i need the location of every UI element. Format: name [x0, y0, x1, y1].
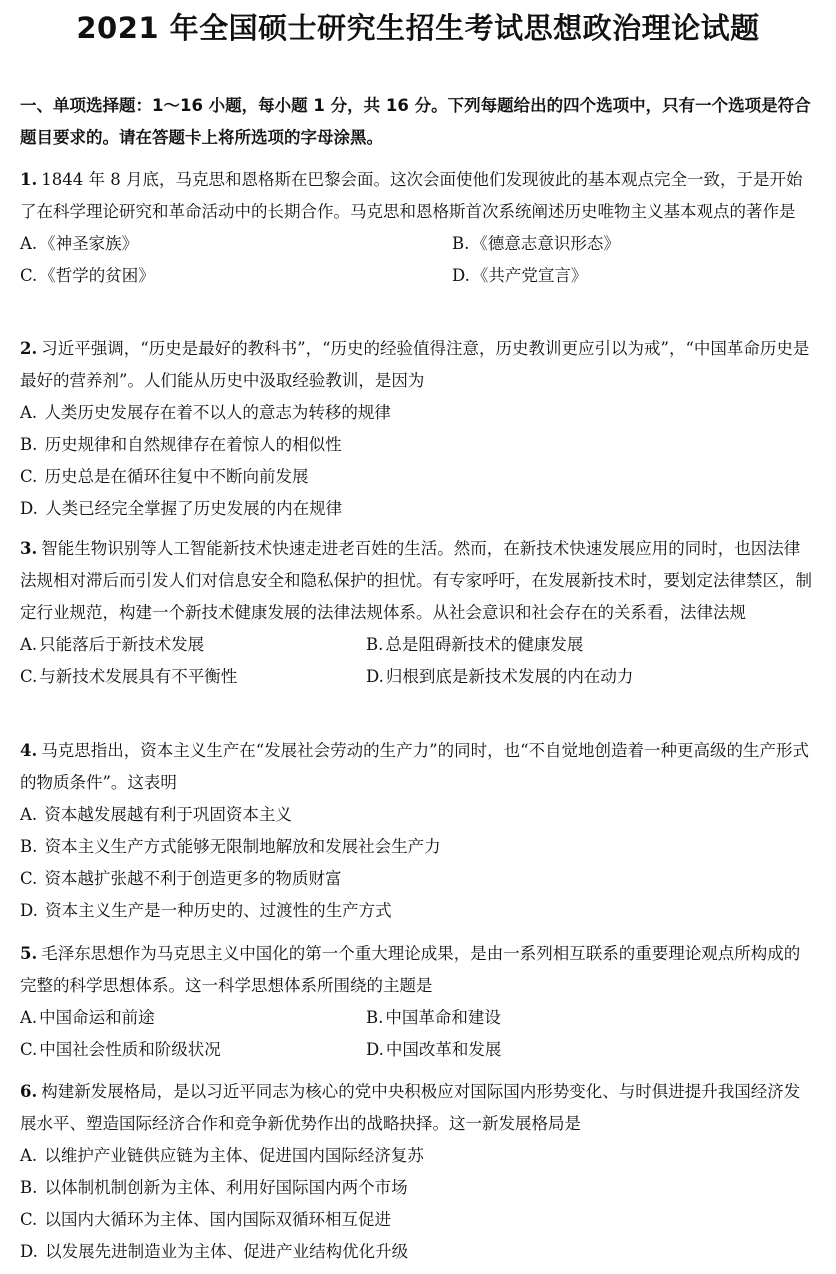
option-b: [20, 429, 816, 461]
question-stem: [20, 164, 816, 228]
option-label: C.: [20, 1210, 38, 1229]
question-stem: [20, 333, 816, 397]
option-d: [20, 493, 816, 525]
option-text: 资本越发展越有利于巩固资本主义: [44, 805, 292, 824]
question-text: 1844 年 8 月底，马克思和恩格斯在巴黎会面。这次会面使他们发现彼此的基本观点完全一致，于是开始了在科学理论研究和革命活动中的长期合作。马克思和恩格斯首次系统阐述历史唯物主义基本观点的著作是: [20, 170, 803, 221]
option-d: [20, 1236, 816, 1268]
option-label: A.: [20, 635, 38, 654]
option-label: D.: [452, 266, 470, 285]
option-label: D.: [20, 499, 38, 518]
question-1: [20, 164, 816, 292]
option-text: 以体制机制创新为主体、利用好国际国内两个市场: [44, 1178, 408, 1197]
option-text: 以维护产业链供应链为主体、促进国内国际经济复苏: [44, 1146, 424, 1165]
option-c: [20, 863, 816, 895]
question-5: [20, 938, 816, 1066]
option-b: [366, 629, 583, 661]
option-label: A.: [20, 403, 38, 422]
options-grid: [20, 629, 816, 693]
question-stem: [20, 533, 816, 629]
option-label: B.: [20, 435, 38, 454]
option-text: 《共产党宣言》: [471, 266, 588, 285]
option-a: [20, 799, 816, 831]
question-number: 3.: [20, 539, 38, 558]
option-b: [20, 1172, 816, 1204]
option-c: [20, 1204, 816, 1236]
options-grid: [20, 1002, 816, 1066]
option-label: B.: [452, 234, 470, 253]
option-b: [452, 228, 620, 260]
option-text: 以发展先进制造业为主体、促进产业结构优化升级: [45, 1242, 409, 1261]
question-text: 构建新发展格局，是以习近平同志为核心的党中央积极应对国际国内形势变化、与时俱进提升我国经济发展水平、塑造国际经济合作和竞争新优势作出的战略抉择。这一新发展格局是: [20, 1082, 801, 1133]
option-label: C.: [20, 667, 38, 686]
option-text: 中国命运和前途: [39, 1008, 155, 1027]
option-text: 总是阻碍新技术的健康发展: [385, 635, 584, 654]
option-label: D.: [366, 1040, 384, 1059]
option-text: 归根到底是新技术发展的内在动力: [385, 667, 634, 686]
option-text: 《德意志意识形态》: [471, 234, 620, 253]
option-label: B.: [20, 837, 38, 856]
question-number: 5.: [20, 944, 38, 963]
option-d: [366, 1034, 501, 1066]
question-number: 2.: [20, 339, 38, 358]
option-label: D.: [20, 1242, 38, 1261]
option-text: 资本主义生产是一种历史的、过渡性的生产方式: [45, 901, 392, 920]
option-a: [20, 1140, 816, 1172]
option-label: C.: [20, 266, 38, 285]
option-label: C.: [20, 1040, 38, 1059]
question-stem: [20, 938, 816, 1002]
option-text: 历史总是在循环往复中不断向前发展: [44, 467, 309, 486]
option-a: [20, 397, 816, 429]
option-b: [366, 1002, 501, 1034]
option-text: 资本越扩张越不利于创造更多的物质财富: [44, 869, 342, 888]
option-text: 与新技术发展具有不平衡性: [39, 667, 238, 686]
question-6: [20, 1076, 816, 1268]
option-text: 资本主义生产方式能够无限制地解放和发展社会生产力: [44, 837, 441, 856]
option-text: 《神圣家族》: [39, 234, 139, 253]
question-number: 6.: [20, 1082, 38, 1101]
option-text: 《哲学的贫困》: [39, 266, 155, 285]
option-label: B.: [366, 1008, 384, 1027]
question-3: [20, 533, 816, 693]
question-text: 习近平强调，“历史是最好的教科书”，“历史的经验值得注意，历史教训更应引以为戒”，“中国革命历史是最好的营养剂”。人们能从历史中汲取经验教训，是因为: [20, 339, 810, 390]
exam-title: 2021 年全国硕士研究生招生考试思想政治理论试题: [76, 11, 760, 45]
option-c: [20, 260, 452, 292]
section-heading: 一、单项选择题：1～16 小题，每小题 1 分，共 16 分。下列每题给出的四个选项中，只有一个选项是符合题目要求的。请在答题卡上将所选项的字母涂黑。: [20, 96, 811, 147]
option-text: 人类历史发展存在着不以人的意志为转移的规律: [44, 403, 391, 422]
option-b: [20, 831, 816, 863]
option-text: 中国改革和发展: [385, 1040, 502, 1059]
question-2: [20, 333, 816, 525]
option-label: C.: [20, 467, 38, 486]
option-d: [20, 895, 816, 927]
option-label: A.: [20, 805, 38, 824]
option-c: [20, 461, 816, 493]
option-text: 人类已经完全掌握了历史发展的内在规律: [45, 499, 343, 518]
question-number: 1.: [20, 170, 38, 189]
option-label: A.: [20, 1146, 38, 1165]
option-a: [20, 1002, 366, 1034]
question-number: 4.: [20, 741, 38, 760]
option-c: [20, 1034, 366, 1066]
option-label: A.: [20, 1008, 38, 1027]
option-label: A.: [20, 234, 38, 253]
option-label: B.: [20, 1178, 38, 1197]
option-label: D.: [366, 667, 384, 686]
option-text: 历史规律和自然规律存在着惊人的相似性: [44, 435, 342, 454]
question-stem: [20, 735, 816, 799]
question-text: 马克思指出，资本主义生产在“发展社会劳动的生产力”的同时，也“不自觉地创造着一种更高级的生产形式的物质条件”。这表明: [20, 741, 810, 792]
option-d: [366, 661, 633, 693]
option-c: [20, 661, 366, 693]
question-text: 智能生物识别等人工智能新技术快速走进老百姓的生活。然而，在新技术快速发展应用的同时，也因法律法规相对滞后而引发人们对信息安全和隐私保护的担忧。有专家呼吁，在发展新技术时，要划定法律禁区，制定行业规范，构建一个新技术健康发展的法律法规体系。从社会意识和社会存在的关系看，法律法规: [20, 539, 812, 622]
option-d: [452, 260, 587, 292]
question-4: [20, 735, 816, 927]
option-label: C.: [20, 869, 38, 888]
option-text: 中国革命和建设: [385, 1008, 501, 1027]
options-grid: [20, 228, 816, 292]
option-a: [20, 228, 452, 260]
option-text: 中国社会性质和阶级状况: [39, 1040, 221, 1059]
option-text: 只能落后于新技术发展: [39, 635, 205, 654]
option-label: B.: [366, 635, 384, 654]
question-text: 毛泽东思想作为马克思主义中国化的第一个重大理论成果，是由一系列相互联系的重要理论观点所构成的完整的科学思想体系。这一科学思想体系所围绕的主题是: [20, 944, 801, 995]
option-text: 以国内大循环为主体、国内国际双循环相互促进: [44, 1210, 392, 1229]
option-a: [20, 629, 366, 661]
question-stem: [20, 1076, 816, 1140]
option-label: D.: [20, 901, 38, 920]
